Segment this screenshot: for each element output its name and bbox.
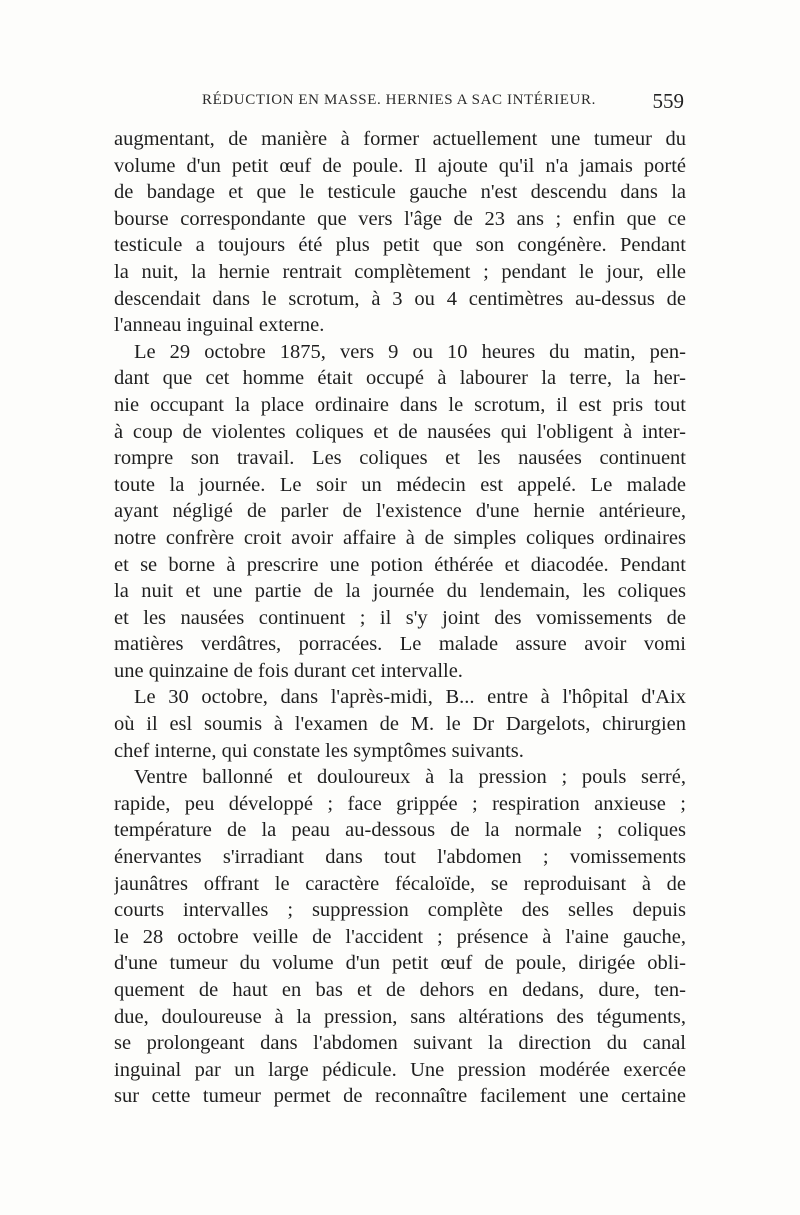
body-text	[114, 126, 686, 1110]
text-line: d'une tumeur du volume d'un petit œuf de poule, dirigée obli-	[114, 952, 686, 975]
text-line: quement de haut en bas et de dehors en dedans, dure, ten-	[114, 979, 686, 1001]
text-line: énervantes s'irradiant dans tout l'abdomen ; vomissements	[114, 846, 686, 869]
text-line: une quinzaine de fois durant cet intervalle.	[114, 659, 463, 682]
text-line: la nuit, la hernie rentrait complètement ; pendant le jour, elle	[114, 260, 686, 283]
running-title: RÉDUCTION EN MASSE. HERNIES A SAC INTÉRIEUR.	[202, 92, 596, 108]
text-line: et se borne à prescrire une potion éthérée et diacodée. Pendant	[114, 553, 686, 576]
text-line: l'anneau inguinal externe.	[114, 314, 325, 337]
text-line: bourse correspondante que vers l'âge de 23 ans ; enfin que ce	[114, 207, 686, 230]
text-line: sur cette tumeur permet de reconnaître facilement une certaine	[114, 1085, 686, 1108]
text-line: de bandage et que le testicule gauche n'est descendu dans la	[114, 181, 686, 204]
text-line: volume d'un petit œuf de poule. Il ajoute qu'il n'a jamais porté	[114, 154, 686, 177]
page-number: 559	[652, 89, 684, 113]
text-line: due, douloureuse à la pression, sans altérations des téguments,	[114, 1005, 686, 1028]
text-line: et les nausées continuent ; il s'y joint des vomissements de	[114, 606, 686, 629]
text-line: le 28 octobre veille de l'accident ; présence à l'aine gauche,	[114, 925, 686, 948]
text-line: rapide, peu développé ; face grippée ; respiration anxieuse ;	[114, 792, 686, 815]
text-line: inguinal par un large pédicule. Une pression modérée exercée	[114, 1058, 686, 1081]
text-line: la nuit et une partie de la journée du lendemain, les coliques	[114, 580, 686, 603]
paragraph-start-line: Le 30 octobre, dans l'après-midi, B... entre à l'hôpital d'Aix	[134, 686, 686, 709]
text-line: jaunâtres offrant le caractère fécaloïde, se reproduisant à de	[114, 872, 686, 895]
paragraph-start-line: Le 29 octobre 1875, vers 9 ou 10 heures du matin, pen-	[134, 340, 686, 363]
text-line: notre confrère croit avoir affaire à de simples coliques ordinaires	[114, 526, 686, 549]
text-line: rompre son travail. Les coliques et les nausées continuent	[114, 447, 686, 470]
text-line: testicule a toujours été plus petit que son congénère. Pendant	[114, 234, 686, 257]
text-line: matières verdâtres, porracées. Le malade assure avoir vomi	[114, 633, 686, 656]
text-line: courts intervalles ; suppression complète des selles depuis	[114, 899, 686, 922]
text-line: se prolongeant dans l'abdomen suivant la direction du canal	[114, 1032, 686, 1055]
text-line: augmentant, de manière à former actuellement une tumeur du	[114, 128, 686, 150]
text-line: température de la peau au-dessous de la normale ; coliques	[114, 819, 686, 842]
paragraph-start-line: Ventre ballonné et douloureux à la pression ; pouls serré,	[134, 766, 686, 789]
text-line: à coup de violentes coliques et de nausées qui l'obligent à inter-	[114, 420, 686, 443]
text-line: toute la journée. Le soir un médecin est appelé. Le malade	[114, 473, 686, 496]
text-line: descendait dans le scrotum, à 3 ou 4 centimètres au-dessus de	[114, 287, 686, 310]
text-line: nie occupant la place ordinaire dans le scrotum, il est pris tout	[114, 393, 686, 416]
text-line: dant que cet homme était occupé à labourer la terre, la her-	[114, 367, 686, 390]
page-header	[112, 89, 684, 122]
text-line: ayant négligé de parler de l'existence d'une hernie antérieure,	[114, 500, 686, 523]
text-line: où il esl soumis à l'examen de M. le Dr Dargelots, chirurgien	[114, 713, 686, 736]
text-line: chef interne, qui constate les symptômes suivants.	[114, 739, 524, 762]
